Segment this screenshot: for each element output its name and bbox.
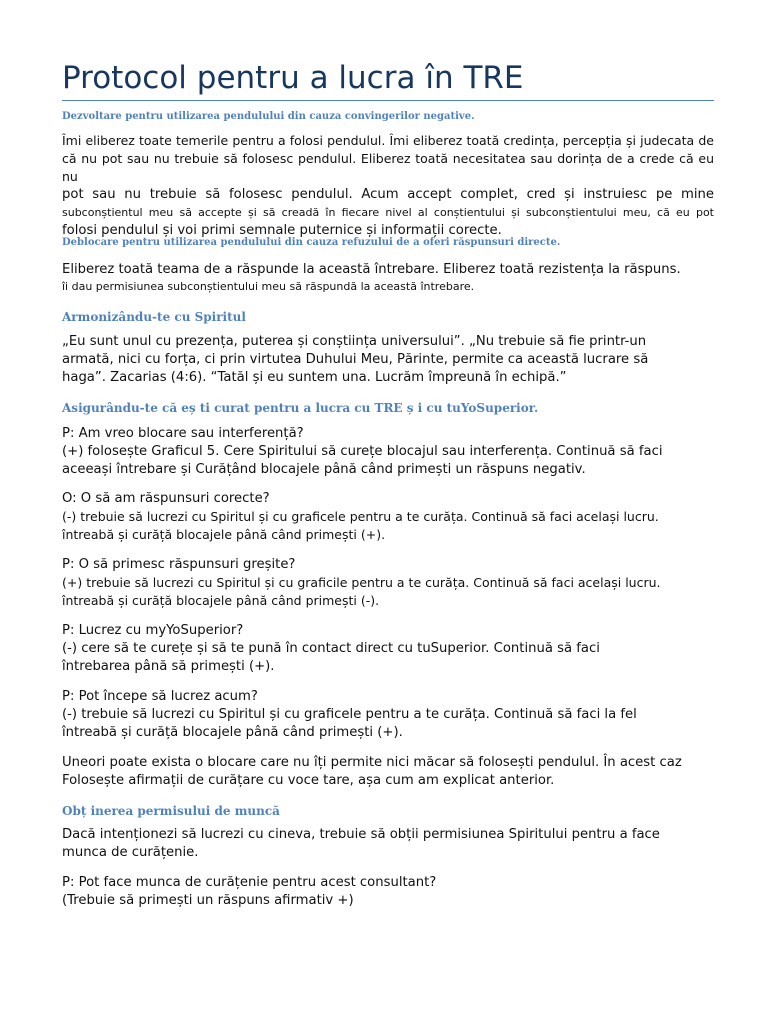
question-line: P: Pot face munca de curățenie pentru acest consultant? xyxy=(62,875,437,890)
text-line: îi dau permisiunea subconștientului meu să răspundă la această întrebare. xyxy=(62,280,475,293)
text-line: (+) folosește Graficul 5. Cere Spiritului să curețe blocajul sau interferența. Continuă să faci xyxy=(62,444,663,459)
text-line: (Trebuie să primești un răspuns afirmativ +) xyxy=(62,893,354,908)
question-line: P: Am vreo blocare sau interferență? xyxy=(62,426,304,441)
qa-block-wrong-answers xyxy=(62,556,714,610)
question-line: P: Pot începe să lucrez acum? xyxy=(62,689,258,704)
text-line: aceeași întrebare și Curățând blocajele până când primești un răspuns negativ. xyxy=(62,462,586,477)
text-line: întreabă și curăță blocajele până când primești (+). xyxy=(62,725,403,740)
question-line: P: Lucrez cu myYoSuperior? xyxy=(62,623,244,638)
text-line: (+) trebuie să lucrezi cu Spiritul și cu graficile pentru a te curăța. Continuă să faci același lucru. xyxy=(62,575,661,590)
qa-block-blockage xyxy=(62,425,714,479)
text-line: întrebarea până să primești (+). xyxy=(62,659,275,674)
question-line: O: O să am răspunsuri corecte? xyxy=(62,491,270,506)
section-heading-work-permission: Obț inerea permisului de muncă xyxy=(62,804,280,818)
text-line: Eliberez toată teama de a răspunde la această întrebare. Eliberez toată rezistența la răspuns. xyxy=(62,262,681,277)
text-line: Uneori poate exista o blocare care nu îți permite nici măcar să folosești pendulul. În acest caz xyxy=(62,755,682,770)
paragraph-release-resistance xyxy=(62,260,714,294)
qa-block-start-work xyxy=(62,688,714,742)
text-line: munca de curățenie. xyxy=(62,845,199,860)
section-heading-refusal-unblock: Deblocare pentru utilizarea pendulului din cauza refuzului de a oferi răspunsuri directe. xyxy=(62,237,561,248)
text-line: folosi pendulul și voi primi semnale puternice și informații corecte. xyxy=(62,223,502,238)
page-title: Protocol pentru a lucra în TRE xyxy=(62,60,524,96)
paragraph-permission-intro xyxy=(62,826,714,862)
qa-block-higher-self xyxy=(62,622,714,676)
paragraph-release-fears xyxy=(62,132,714,240)
text-line: întreabă și curăță blocajele până când primești (-). xyxy=(62,593,380,608)
section-heading-negative-beliefs: Dezvoltare pentru utilizarea pendulului din cauza convingerilor negative. xyxy=(62,111,475,122)
text-line: „Eu sunt unul cu prezența, puterea și conștiința universului”. „Nu trebuie să fie printr-un xyxy=(62,334,647,349)
section-heading-clean-check: Asigurându-te că eș ti curat pentru a lucra cu TRE ș i cu tuYoSuperior. xyxy=(62,401,539,415)
qa-block-correct-answers xyxy=(62,490,714,544)
text-line: (-) trebuie să lucrezi cu Spiritul și cu graficele pentru a te curăța. Continuă să faci la fel xyxy=(62,707,637,722)
paragraph-blockage-note xyxy=(62,754,714,790)
text-line: pot sau nu trebuie să folosesc pendulul. Acum accept complet, cred și instruiesc pe mine xyxy=(62,187,714,202)
text-line: că nu pot sau nu trebuie să folosesc pendulul. Eliberez toată necesitatea sau dorința de a crede că eu nu xyxy=(62,151,714,184)
text-line: Îmi eliberez toate temerile pentru a folosi pendulul. Îmi eliberez toată credința, percepția și judecata de xyxy=(62,133,714,148)
text-line: Dacă intenționezi să lucrezi cu cineva, trebuie să obții permisiunea Spiritului pentru a face xyxy=(62,827,660,842)
question-line: P: O să primesc răspunsuri greșite? xyxy=(62,557,296,572)
text-line: întreabă și curăță blocajele până când primești (+). xyxy=(62,527,386,542)
qa-block-consultant-permission xyxy=(62,874,714,910)
text-line: subconștientul meu să accepte și să creadă în fiecare nivel al conștientului și subconștientului meu, că eu pot xyxy=(62,206,714,219)
text-line: Folosește afirmații de curățare cu voce tare, așa cum am explicat anterior. xyxy=(62,773,555,788)
text-line: haga”. Zacarias (4:6). “Tatăl și eu suntem una. Lucrăm împreună în echipă.” xyxy=(62,370,567,385)
paragraph-spirit-quote xyxy=(62,333,714,387)
title-underline xyxy=(62,100,714,101)
text-line: armată, nici cu forța, ci prin virtutea Duhului Meu, Părinte, permite ca această lucrare să xyxy=(62,352,649,367)
text-line: (-) cere să te curețe și să te pună în contact direct cu tuSuperior. Continuă să faci xyxy=(62,641,600,656)
text-line: (-) trebuie să lucrezi cu Spiritul și cu graficele pentru a te curăța. Continuă să faci același lucru. xyxy=(62,509,659,524)
section-heading-spirit-harmony: Armonizându-te cu Spiritul xyxy=(62,310,246,324)
